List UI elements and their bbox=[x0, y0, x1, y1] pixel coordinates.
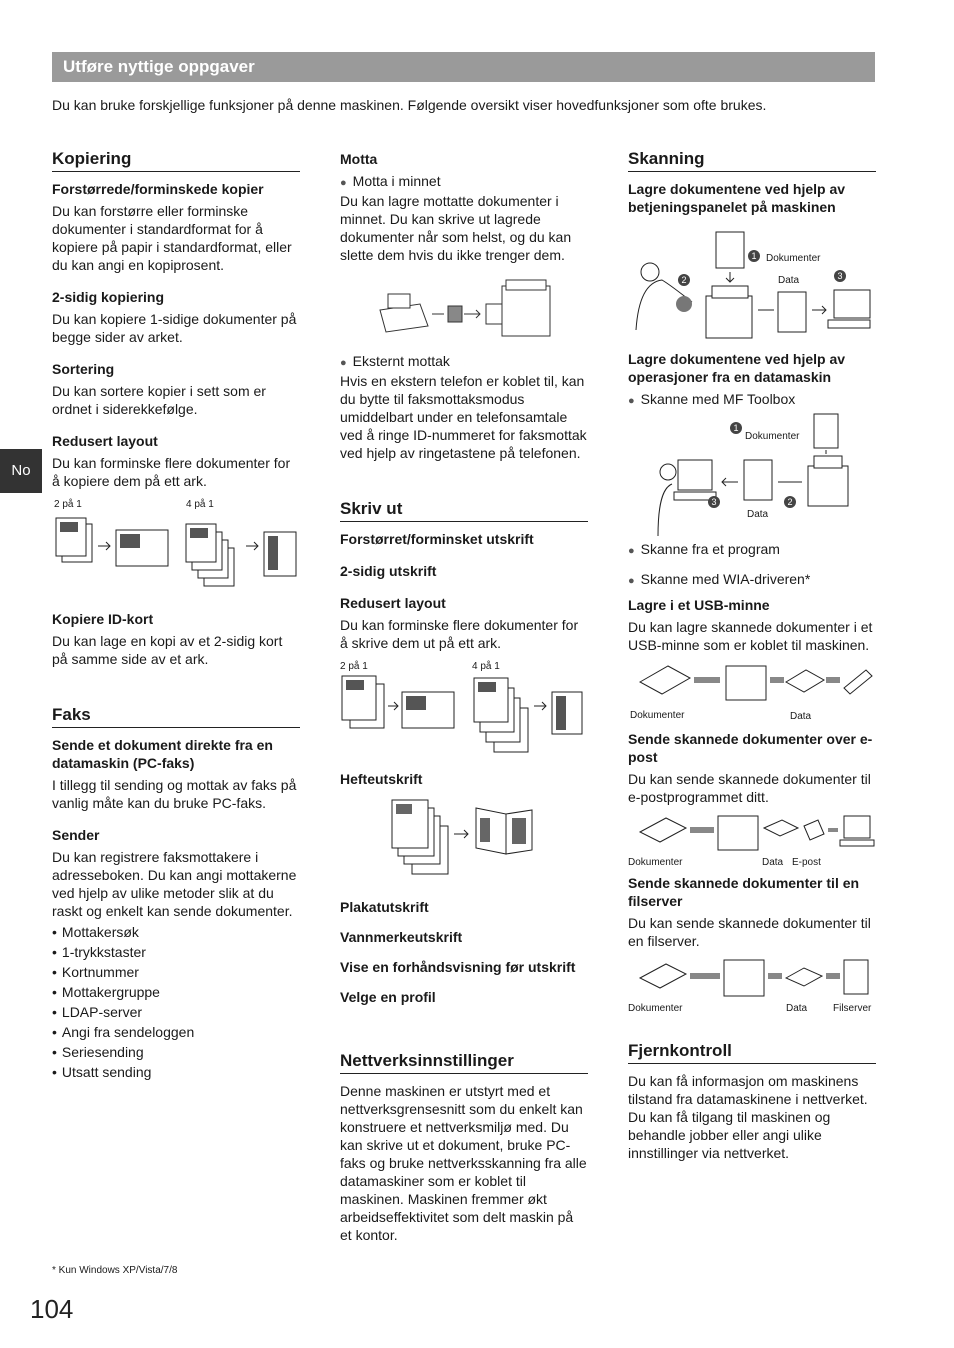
d2-doc-label: Dokumenter bbox=[745, 431, 800, 442]
faks-heading: Faks bbox=[52, 706, 300, 728]
d5-doc-label: Dokumenter bbox=[628, 1003, 683, 1014]
kopi-s3-title: Sortering bbox=[52, 361, 115, 377]
nett-text: Denne maskinen er utstyrt med et nettverksgrensesnitt som du enkelt kan konstruere et nettverksmiljø med. Du kan skrive ut et dokument, bruke PC-faks og bruke nettverksskanning fra alle datamaskiner som er koblet til maskinen. Maskinen fremmer økt arbeidseffektivitet som delt maskin på et kontor. bbox=[340, 1083, 587, 1243]
motta-b1: ● Motta i minnet bbox=[340, 172, 588, 192]
list-item: • Kortnummer bbox=[52, 962, 300, 982]
faks-s1-title: Sende et dokument direkte fra en datamaskin (PC-faks) bbox=[52, 737, 273, 771]
footnote: * Kun Windows XP/Vista/7/8 bbox=[52, 1265, 178, 1276]
skriv-s3: Redusert layout bbox=[340, 595, 446, 611]
skan-s4-title: Sende skannede dokumenter over e-post bbox=[628, 731, 873, 765]
list-item: • Mottakergruppe bbox=[52, 982, 300, 1002]
d1-step-3: 3 bbox=[837, 271, 843, 281]
d4-data-label: Data bbox=[762, 857, 784, 868]
d1-doc-label: Dokumenter bbox=[766, 253, 821, 264]
kopi-s4-text: Du kan forminske flere dokumenter for å kopiere dem på ett ark. bbox=[52, 455, 291, 489]
section-title: Utføre nyttige oppgaver bbox=[63, 57, 255, 76]
motta-title: Motta bbox=[340, 151, 378, 167]
skriv-s8: Velge en profil bbox=[340, 989, 436, 1005]
list-item: • 1-trykkstaster bbox=[52, 942, 300, 962]
column-left bbox=[52, 150, 300, 1082]
label-2pa1: 2 på 1 bbox=[54, 499, 82, 510]
booklet-illustration bbox=[340, 792, 588, 898]
list-item: • Utsatt sending bbox=[52, 1062, 300, 1082]
kopi-s5-title: Kopiere ID-kort bbox=[52, 611, 154, 627]
skan-b2: ● Skanne fra et program bbox=[628, 540, 876, 560]
language-tab: No bbox=[0, 449, 42, 493]
skan-b3: ● Skanne med WIA-driveren* bbox=[628, 570, 876, 590]
d2-step-1: 1 bbox=[733, 423, 739, 433]
d4-doc-label: Dokumenter bbox=[628, 857, 683, 868]
fjern-text: Du kan få informasjon om maskinens tilstand fra datamaskinene i nettverket. Du kan få tilgang til maskinen og behandle jobber eller angi ulike innstillinger via nettverket. bbox=[628, 1073, 868, 1161]
d2-step-2: 2 bbox=[787, 497, 793, 507]
email-diagram-icon bbox=[628, 810, 876, 854]
motta-b1-text: Du kan lagre mottatte dokumenter i minnet. Du kan skrive ut lagrede dokumenter når som helst, og du kan slette dem hvis du ikke trenger dem. bbox=[340, 193, 572, 263]
list-item: • Angi fra sendeloggen bbox=[52, 1022, 300, 1042]
label-4pa1: 4 på 1 bbox=[186, 499, 214, 510]
kopi-s5-text: Du kan lage en kopi av et 2-sidig kort på samme side av et ark. bbox=[52, 633, 283, 667]
faks-s2-title: Sender bbox=[52, 827, 100, 843]
d3-doc-label: Dokumenter bbox=[630, 710, 685, 721]
d1-step-1: 1 bbox=[751, 251, 757, 261]
kopi-s1-title: Forstørrede/forminskede kopier bbox=[52, 181, 264, 197]
skriv-s4: Hefteutskrift bbox=[340, 771, 423, 787]
skan-s3-text: Du kan lagre skannede dokumenter i et USB-minne som er koblet til maskinen. bbox=[628, 619, 873, 653]
scan-pc-illustration bbox=[628, 410, 876, 540]
skriv-s1: Forstørret/forminsket utskrift bbox=[340, 531, 534, 547]
skan-s5-text: Du kan sende skannede dokumenter til en filserver. bbox=[628, 915, 871, 949]
skriv-s2: 2-sidig utskrift bbox=[340, 563, 437, 579]
booklet-icon bbox=[340, 798, 588, 896]
fax-memory-illustration bbox=[340, 264, 588, 352]
kopi-s4-title: Redusert layout bbox=[52, 433, 158, 449]
layout-diagram-icon bbox=[52, 510, 300, 610]
skriv-s7: Vise en forhåndsvisning før utskrift bbox=[340, 959, 576, 975]
skan-s3-title: Lagre i et USB-minne bbox=[628, 597, 770, 613]
email-illustration bbox=[628, 806, 876, 868]
section-banner bbox=[52, 52, 875, 82]
skriv-s6: Vannmerkeutskrift bbox=[340, 929, 463, 945]
label-2pa1: 2 på 1 bbox=[340, 661, 368, 672]
reduced-layout-copy-illustration bbox=[52, 490, 300, 610]
d3-data-label: Data bbox=[790, 711, 812, 722]
motta-b2-text: Hvis en ekstern telefon er koblet til, kan du bytte til faksmottaksmodus umiddelbart under en telefonsamtale ved å ringe ID-nummeret for faksmottak ved hjelp av ringetastene på telefonen. bbox=[340, 373, 587, 461]
kopi-s2-text: Du kan kopiere 1-sidige dokumenter på begge sider av arket. bbox=[52, 311, 297, 345]
nett-heading: Nettverksinnstillinger bbox=[340, 1052, 588, 1074]
skriv-s3-text: Du kan forminske flere dokumenter for å skrive dem ut på ett ark. bbox=[340, 617, 579, 651]
scan-panel-illustration bbox=[628, 220, 876, 350]
skan-s1-title: Lagre dokumentene ved hjelp av betjeningspanelet på maskinen bbox=[628, 181, 846, 215]
faks-s1-text: I tillegg til sending og mottak av faks på vanlig måte kan du bruke PC-faks. bbox=[52, 777, 297, 811]
kopiering-heading: Kopiering bbox=[52, 150, 300, 172]
usb-illustration bbox=[628, 654, 876, 724]
fjern-heading: Fjernkontroll bbox=[628, 1042, 876, 1064]
d1-data-label: Data bbox=[778, 275, 800, 286]
fileserver-illustration bbox=[628, 950, 876, 1014]
kopi-s2-title: 2-sidig kopiering bbox=[52, 289, 165, 305]
d2-data-label: Data bbox=[747, 509, 769, 520]
scan-panel-diagram-icon bbox=[628, 220, 876, 348]
list-item: • Mottakersøk bbox=[52, 922, 300, 942]
skan-s4-text: Du kan sende skannede dokumenter til e-postprogrammet ditt. bbox=[628, 771, 871, 805]
d2-step-3: 3 bbox=[711, 497, 717, 507]
list-item: • Seriesending bbox=[52, 1042, 300, 1062]
faks-s2-text: Du kan registrere faksmottakere i adresseboken. Du kan angi mottakerne ved hjelp av ulike metoder slik at du raskt og enkelt kan sende dokumenter. bbox=[52, 849, 297, 919]
label-4pa1: 4 på 1 bbox=[472, 661, 500, 672]
d5-server-label: Filserver bbox=[833, 1003, 872, 1014]
d1-step-2: 2 bbox=[681, 275, 687, 285]
skanning-heading: Skanning bbox=[628, 150, 876, 172]
skan-s5-title: Sende skannede dokumenter til en filserver bbox=[628, 875, 860, 909]
d4-mail-label: E-post bbox=[792, 857, 821, 868]
print-layout-diagram-icon bbox=[340, 674, 588, 770]
column-right bbox=[628, 150, 876, 1162]
kopi-s1-text: Du kan forstørre eller forminske dokumenter i standardformat for å kopiere på papir i standardformat, eller du kan angi en kopiprosent. bbox=[52, 203, 292, 273]
fileserver-diagram-icon bbox=[628, 956, 876, 1000]
skan-b1: ● Skanne med MF Toolbox bbox=[628, 390, 876, 410]
page-number: 104 bbox=[30, 1294, 74, 1324]
fax-machine-icon bbox=[340, 270, 588, 350]
skan-s2-title: Lagre dokumentene ved hjelp av operasjoner fra en datamaskin bbox=[628, 351, 846, 385]
skriv-s5: Plakatutskrift bbox=[340, 899, 429, 915]
usb-diagram-icon bbox=[628, 658, 876, 704]
list-item: • LDAP-server bbox=[52, 1002, 300, 1022]
reduced-layout-print-illustration bbox=[340, 652, 588, 770]
column-middle bbox=[340, 150, 588, 1244]
skriv-heading: Skriv ut bbox=[340, 500, 588, 522]
sender-list bbox=[52, 922, 300, 1082]
scan-pc-diagram-icon bbox=[628, 410, 876, 536]
d5-data-label: Data bbox=[786, 1003, 808, 1014]
intro-text: Du kan bruke forskjellige funksjoner på denne maskinen. Følgende oversikt viser hovedfunksjoner som ofte brukes. bbox=[52, 97, 767, 113]
motta-b2: ● Eksternt mottak bbox=[340, 352, 588, 372]
kopi-s3-text: Du kan sortere kopier i sett som er ordnet i siderekkefølge. bbox=[52, 383, 266, 417]
